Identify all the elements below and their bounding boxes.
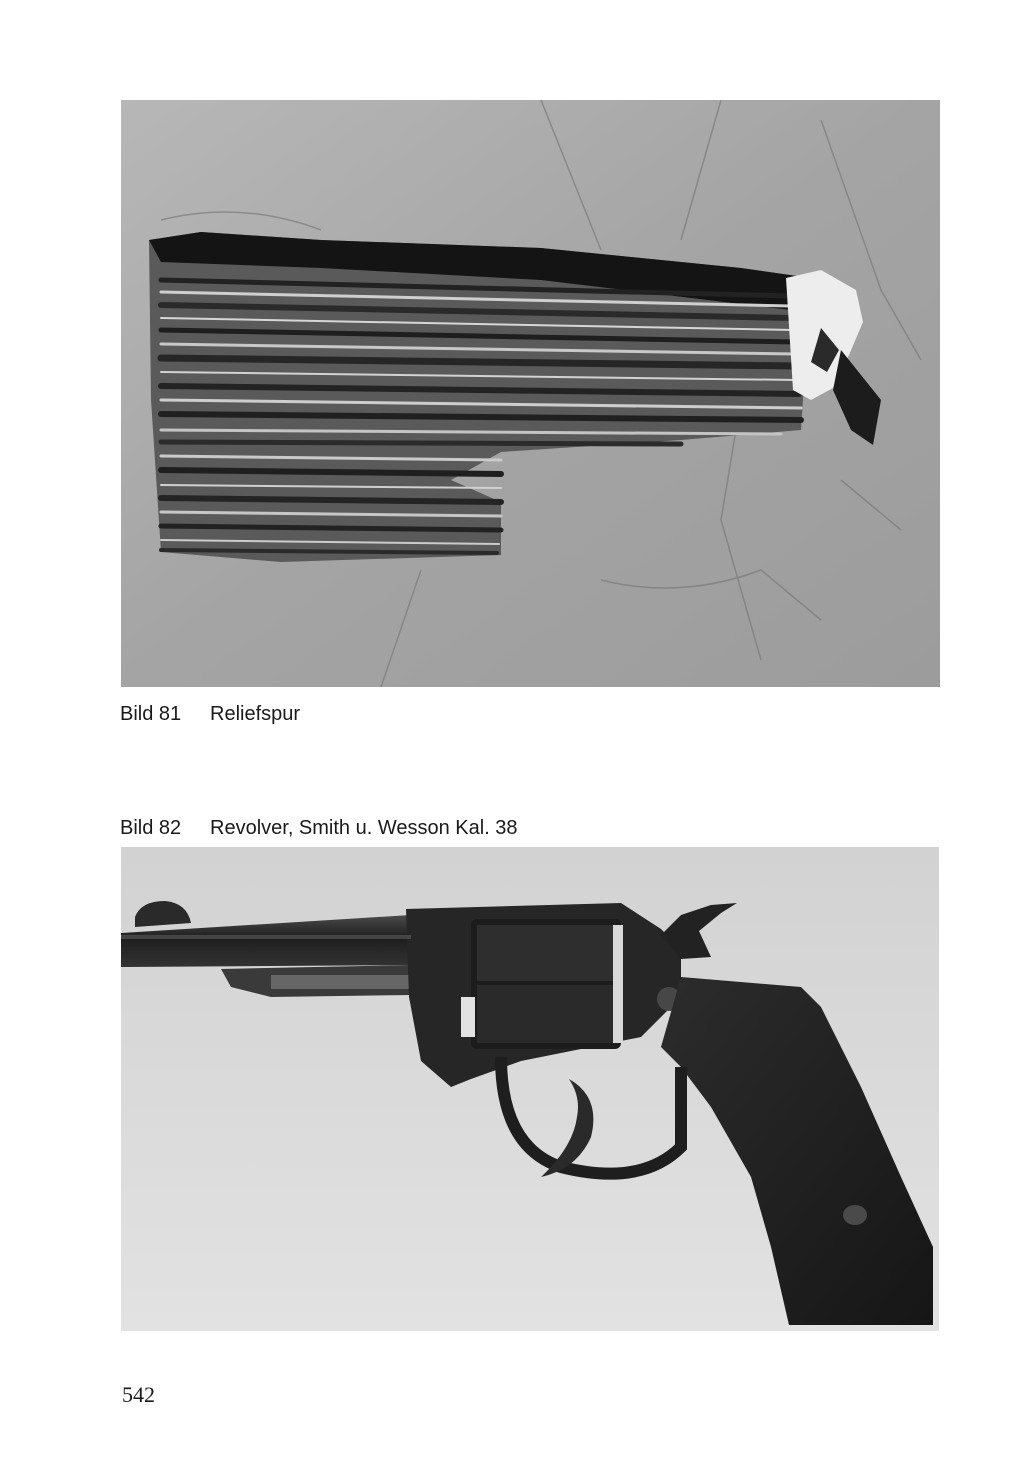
figure-82-photo <box>121 847 939 1331</box>
figure-82-caption <box>120 816 518 840</box>
relief-trace-image <box>121 100 940 687</box>
figure-81-label: Bild 81 <box>120 703 182 725</box>
figure-82-caption-text: Revolver, Smith u. Wesson Kal. 38 <box>210 817 518 839</box>
figure-81-photo <box>121 100 940 687</box>
figure-81-caption-text: Reliefspur <box>210 703 301 725</box>
revolver-image <box>121 847 939 1331</box>
figure-81-caption <box>120 702 300 726</box>
figure-82-label: Bild 82 <box>120 817 182 839</box>
page-number: 542 <box>122 1382 155 1407</box>
